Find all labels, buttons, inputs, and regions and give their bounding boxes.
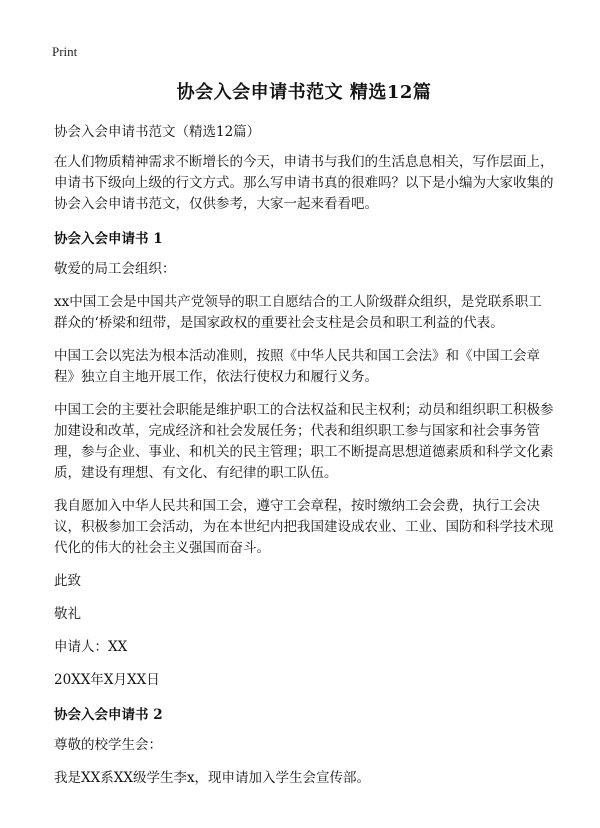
section1-date: 20XX年X月XX日 — [54, 672, 160, 688]
print-link[interactable]: Print — [52, 44, 78, 59]
section1-salutation: 敬爱的局工会组织： — [54, 261, 176, 277]
section2-heading: 协会入会申请书 2 — [54, 707, 163, 723]
document-title: 协会入会申请书范文 精选12篇 — [176, 82, 432, 103]
section1-paragraph: 中国工会以宪法为根本活动准则，按照《中华人民共和国工会法》和《中国工会章程》独立自主地开展工作，依法行使权力和履行义务。 — [54, 348, 540, 385]
section1-applicant: 申请人：XX — [54, 639, 128, 655]
section1-heading: 协会入会申请书 1 — [54, 231, 163, 247]
section1-closing: 此致 — [54, 573, 81, 589]
section2-paragraph: 我是XX系XX级学生李x，现申请加入学生会宣传部。 — [54, 770, 371, 786]
section1-paragraph: 我自愿加入中华人民共和国工会，遵守工会章程，按时缴纳工会会费，执行工会决议，积极参加工会活动，为在本世纪内把我国建设成农业、工业、国防和科学技术现代化的伟大的社会主义强国而奋斗。 — [54, 498, 554, 556]
section1-regards: 敬礼 — [54, 606, 81, 622]
document-body — [54, 78, 554, 801]
intro-paragraph: 在人们物质精神需求不断增长的今天，申请书与我们的生活息息相关，写作层面上，申请书下级向上级的行文方式。那么写申请书真的很难吗？以下是小编为大家收集的协会入会申请书范文，仅供参考，大家一起来看看吧。 — [54, 154, 554, 212]
section2-salutation: 尊敬的校学生会： — [54, 737, 162, 753]
document-subtitle: 协会入会申请书范文（精选12篇） — [54, 124, 261, 140]
section1-paragraph: xx中国工会是中国共产党领导的职工自愿结合的工人阶级群众组织，是党联系职工群众的‘桥梁和纽带，是国家政权的重要社会支柱是会员和职工利益的代表。 — [54, 294, 542, 331]
section1-paragraph: 中国工会的主要社会职能是维护职工的合法权益和民主权利；动员和组织职工积极参加建设和改革，完成经济和社会发展任务；代表和组织职工参与国家和社会事务管理，参与企业、事业、和机关的民主管理；职工不断提高思想道德素质和科学文化素质，建设有理想、有文化、有纪律的职工队伍。 — [54, 402, 554, 481]
